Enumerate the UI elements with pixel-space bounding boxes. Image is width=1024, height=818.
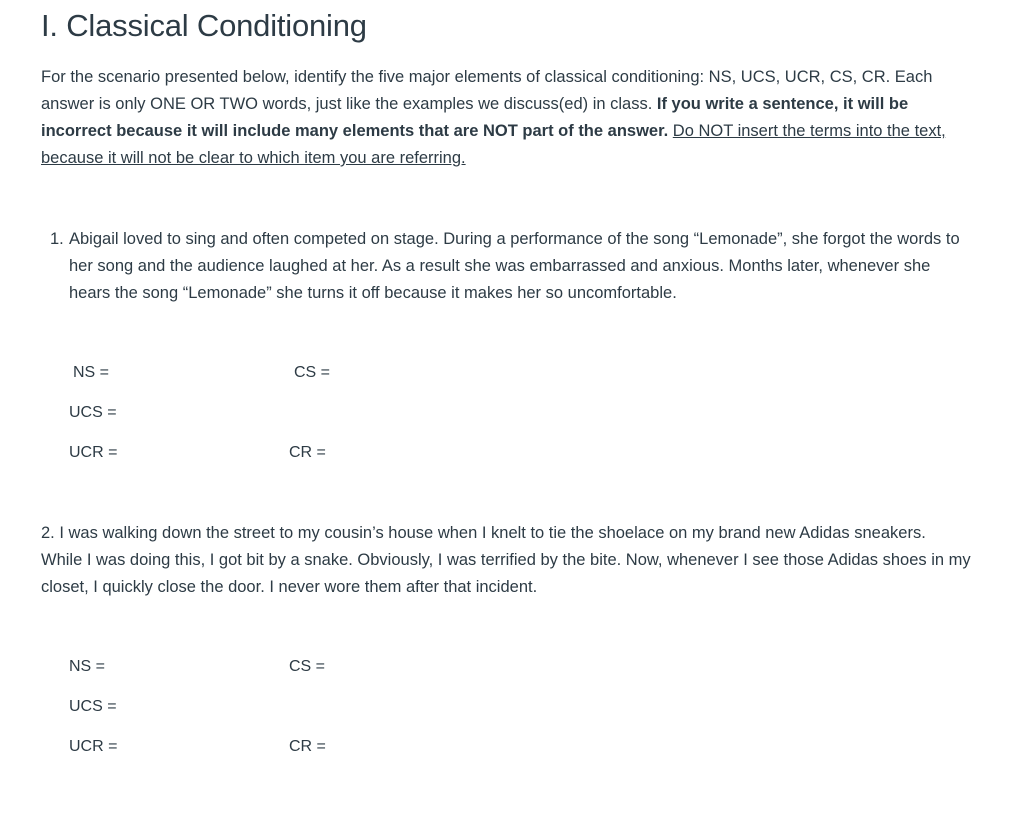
question-1 bbox=[50, 226, 960, 307]
question-text: 2. I was walking down the street to my cousin’s house when I knelt to tie the shoelace on my brand new Adidas sneakers. While I was doing this, I got bit by a snake. Obviously, I was terrified by the bite. Now, whenever I see those Adidas shoes in my closet, I quickly close the door. I never wore them after that incident. bbox=[41, 524, 971, 596]
question-text: Abigail loved to sing and often competed on stage. During a performance of the song “Lemonade”, she forgot the words to her song and the audience laughed at her. As a result she was embarrassed and anxious. Months later, whenever she hears the song “Lemonade” she turns it off because it makes her so uncomfortable. bbox=[69, 230, 960, 302]
q2-ucr-label: UCR = bbox=[69, 738, 118, 755]
instructions-underlined-warning: Do NOT insert the terms into the text, because it will not be clear to which item you are referring. bbox=[41, 122, 946, 167]
instructions-text: For the scenario presented below, identify the five major elements of classical conditioning: NS, UCS, UCR, CS, CR. Each answer is only ONE OR TWO words, just like the examples we discuss(ed) in class. bbox=[41, 68, 933, 113]
q2-cs-label: CS = bbox=[289, 658, 326, 675]
page-title: I. Classical Conditioning bbox=[41, 8, 367, 43]
instructions bbox=[41, 64, 981, 172]
q1-cr-label: CR = bbox=[289, 444, 326, 461]
q2-ns-label: NS = bbox=[69, 658, 106, 675]
q1-ucr-label: UCR = bbox=[69, 444, 118, 461]
q1-cs-label: CS = bbox=[294, 364, 331, 381]
instructions-bold-warning: If you write a sentence, it will be incorrect because it will include many elements that are NOT part of the answer. bbox=[41, 95, 909, 140]
q2-cr-label: CR = bbox=[289, 738, 326, 755]
q2-ucs-label: UCS = bbox=[69, 698, 117, 715]
question-number: 1. bbox=[50, 230, 64, 248]
q1-ucs-label: UCS = bbox=[69, 404, 117, 421]
question-2 bbox=[41, 520, 971, 601]
q1-ns-label: NS = bbox=[73, 364, 110, 381]
